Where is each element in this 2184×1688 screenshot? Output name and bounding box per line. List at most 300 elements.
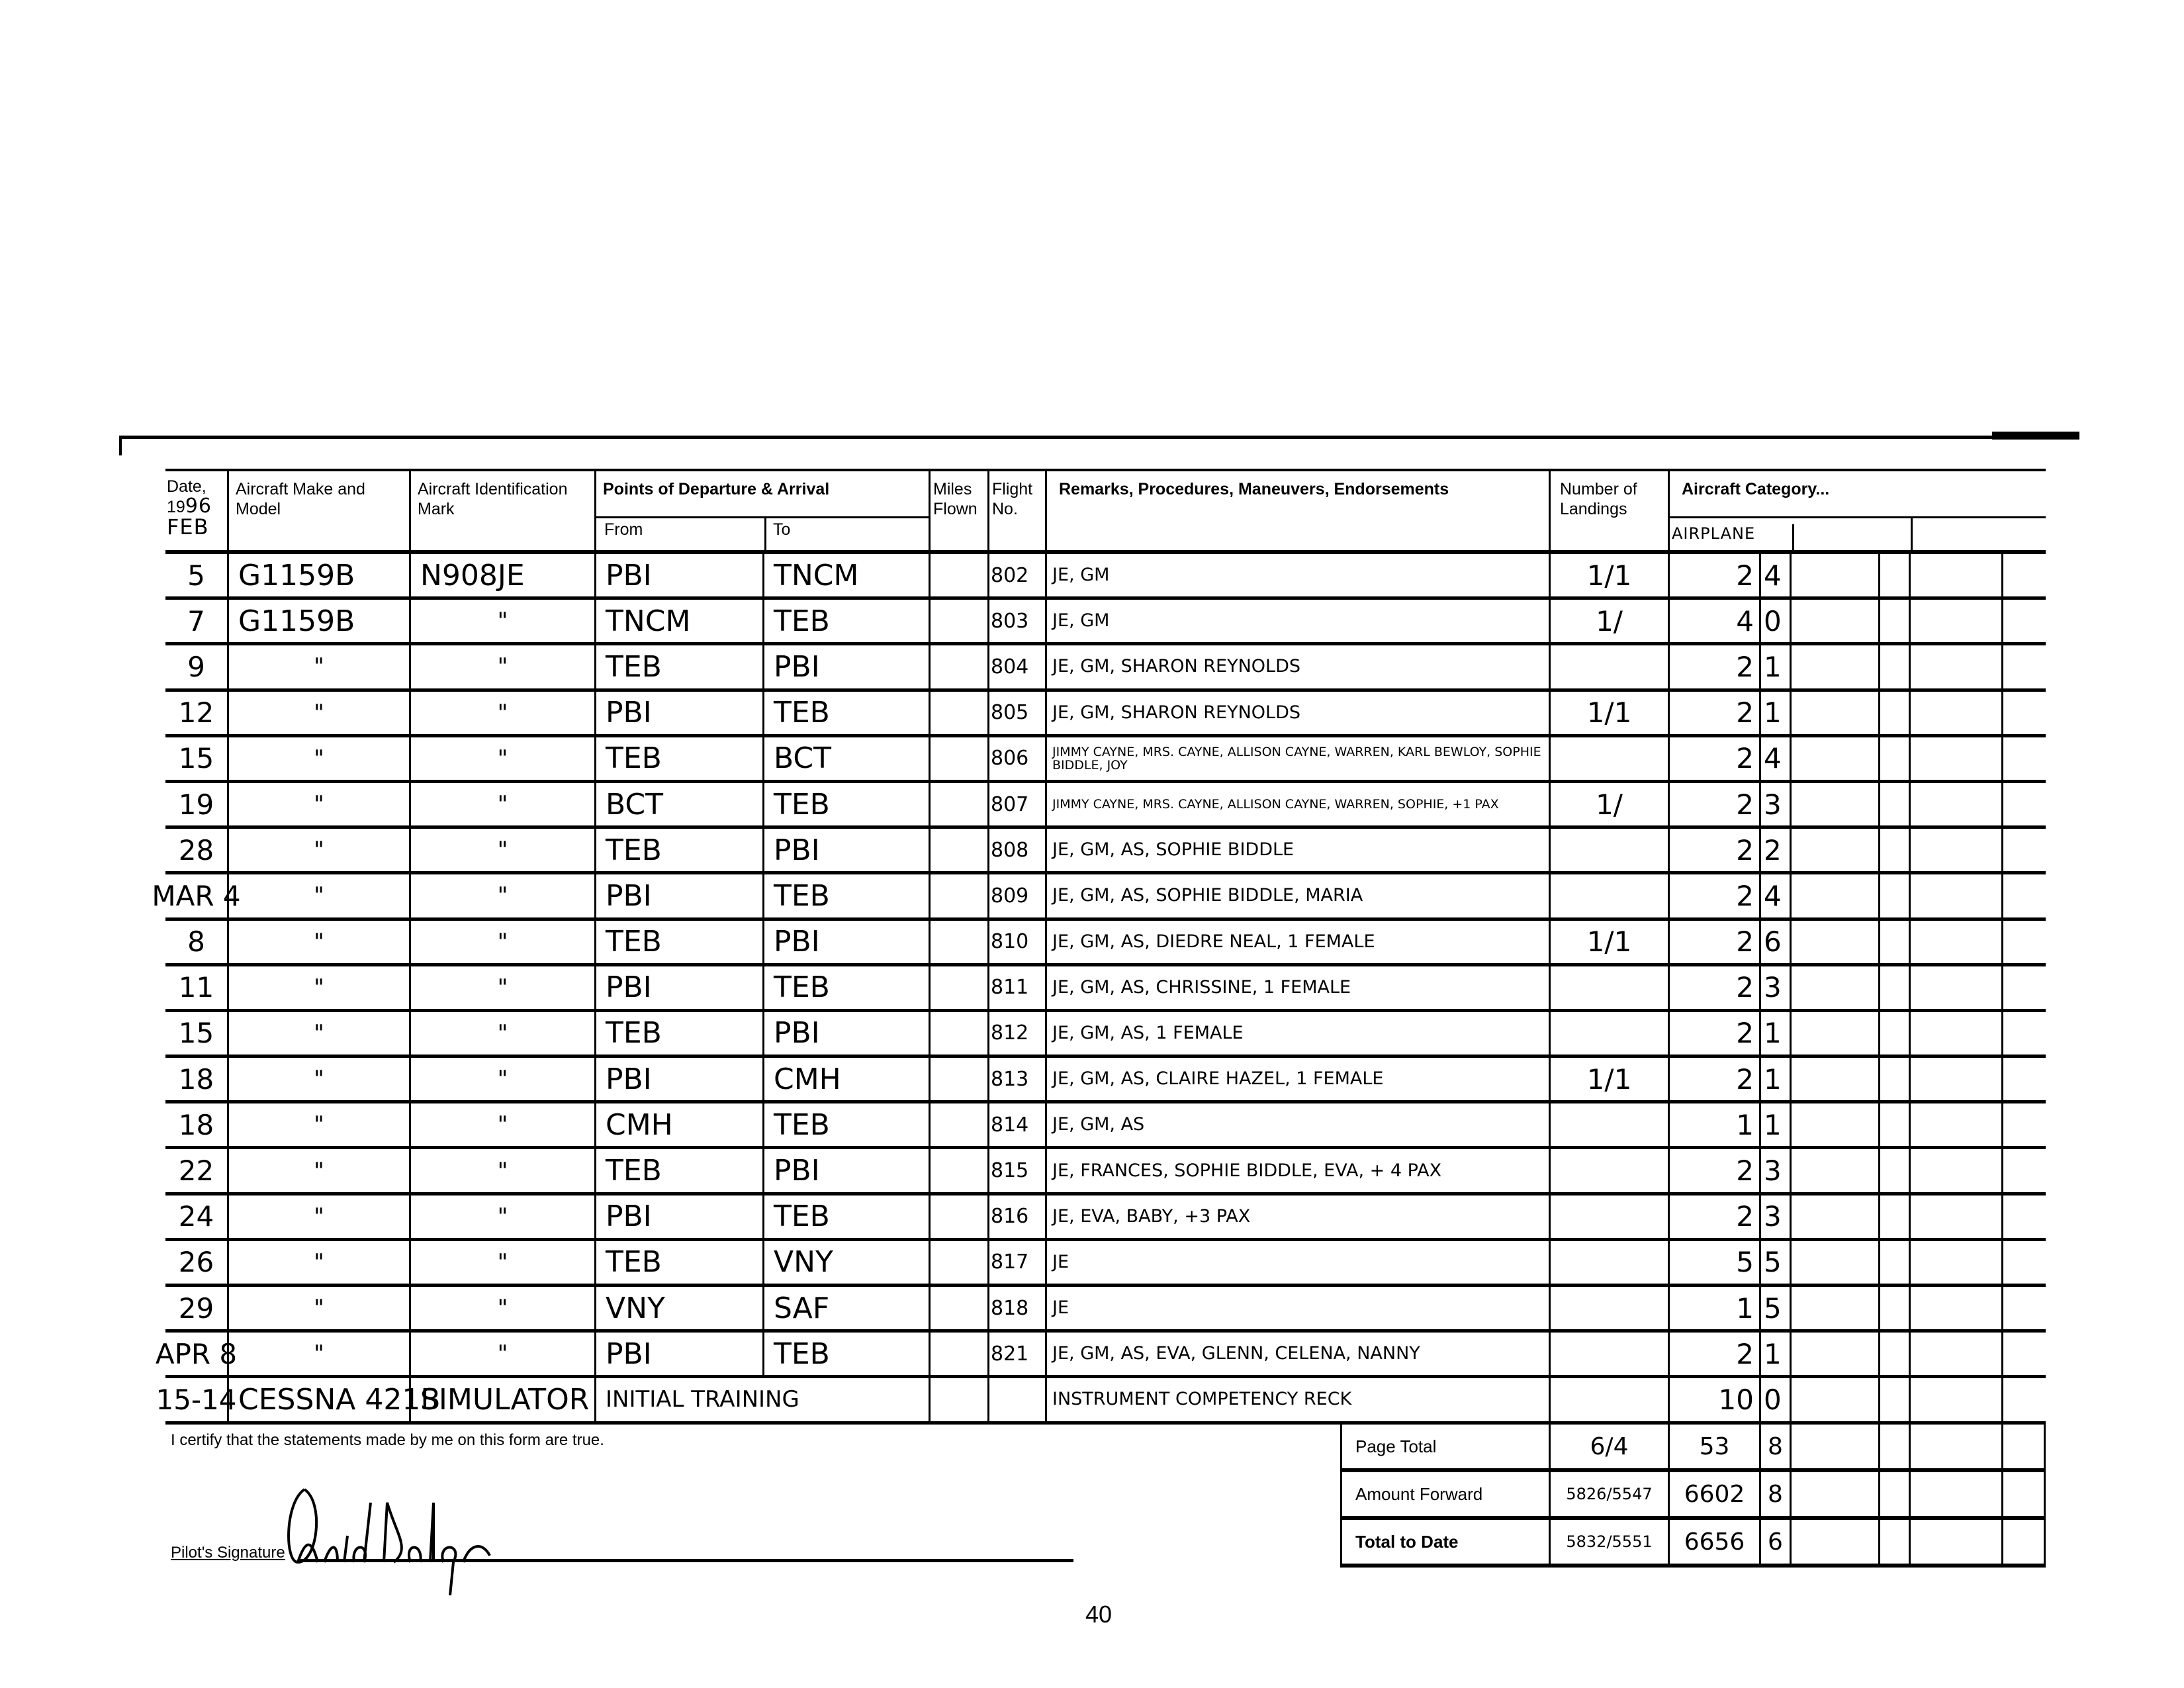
tenths-cell: 5 bbox=[1761, 1241, 1792, 1284]
tenths-cell: 1 bbox=[1761, 1012, 1792, 1055]
date-cell: 18 bbox=[165, 1103, 229, 1146]
blank-cell bbox=[1880, 1472, 1911, 1516]
miles-cell bbox=[931, 1241, 989, 1284]
blank-cell bbox=[2003, 874, 2046, 917]
table-row bbox=[152, 874, 2046, 920]
miles-cell bbox=[931, 829, 989, 871]
remarks-cell: JIMMY CAYNE, MRS. CAYNE, ALLISON CAYNE, WARREN, KARL BEWLOY, SOPHIE BIDDLE, JOY bbox=[1047, 737, 1551, 780]
blank-cell bbox=[1911, 1149, 2003, 1192]
blank-cell bbox=[1880, 1333, 1911, 1375]
tenths-cell: 3 bbox=[1761, 1149, 1792, 1192]
blank-cell bbox=[2003, 966, 2046, 1009]
flight-cell: 806 bbox=[989, 737, 1047, 780]
month-handwritten: FEB bbox=[167, 514, 209, 539]
blank-cell bbox=[2003, 1472, 2046, 1516]
certify-statement: I certify that the statements made by me on this form are true. bbox=[171, 1431, 604, 1449]
landings-cell bbox=[1551, 1378, 1670, 1421]
blank-cell bbox=[1792, 554, 1880, 596]
table-row bbox=[165, 1196, 2046, 1241]
blank-cell bbox=[1911, 737, 2003, 780]
date-cell: 24 bbox=[165, 1196, 229, 1238]
miles-cell bbox=[931, 874, 989, 917]
table-row bbox=[165, 554, 2046, 600]
blank-cell bbox=[1911, 1241, 2003, 1284]
totals-hours: 53 bbox=[1670, 1425, 1761, 1468]
ident-cell: " bbox=[411, 1012, 596, 1055]
to-cell: TEB bbox=[764, 1103, 931, 1146]
category-header: Aircraft Category... bbox=[1682, 480, 1830, 498]
to-cell: PBI bbox=[764, 1012, 931, 1055]
blank-cell bbox=[2003, 921, 2046, 963]
logbook-header bbox=[165, 469, 2046, 554]
landings-cell bbox=[1551, 1012, 1670, 1055]
remarks-cell: JE, GM, AS, 1 FEMALE bbox=[1047, 1012, 1551, 1055]
make-cell: " bbox=[229, 1241, 411, 1284]
make-cell: CESSNA 421B bbox=[229, 1378, 411, 1421]
tenths-cell: 5 bbox=[1761, 1287, 1792, 1329]
blank-cell bbox=[1880, 1058, 1911, 1100]
blank-cell bbox=[1880, 1103, 1911, 1146]
make-cell: " bbox=[229, 1058, 411, 1100]
date-cell: 8 bbox=[165, 921, 229, 963]
tenths-cell: 0 bbox=[1761, 1378, 1792, 1421]
table-row bbox=[165, 1103, 2046, 1149]
blank-cell bbox=[1880, 783, 1911, 825]
to-cell: PBI bbox=[764, 645, 931, 688]
table-row bbox=[165, 1241, 2046, 1287]
table-row bbox=[165, 1058, 2046, 1103]
miles-cell bbox=[931, 1103, 989, 1146]
hours-cell: 2 bbox=[1670, 645, 1761, 688]
points-subline bbox=[596, 516, 931, 518]
landings-cell: 1/1 bbox=[1551, 921, 1670, 963]
date-cell: 18 bbox=[165, 1058, 229, 1100]
make-cell: G1159B bbox=[229, 554, 411, 596]
make-cell: " bbox=[229, 737, 411, 780]
hours-cell: 2 bbox=[1670, 783, 1761, 825]
table-row bbox=[165, 1149, 2046, 1195]
landings-cell: 1/1 bbox=[1551, 554, 1670, 596]
date-cell: 7 bbox=[165, 600, 229, 642]
hours-cell: 2 bbox=[1670, 874, 1761, 917]
category-airplane: AIRPLANE bbox=[1672, 524, 1794, 554]
blank-cell bbox=[1792, 600, 1880, 642]
make-cell: " bbox=[229, 829, 411, 871]
ident-cell: " bbox=[411, 1058, 596, 1100]
totals-landings: 6/4 bbox=[1551, 1425, 1670, 1468]
blank-cell bbox=[1880, 600, 1911, 642]
landings-cell bbox=[1551, 966, 1670, 1009]
flight-cell: 821 bbox=[989, 1333, 1047, 1375]
to-cell: TEB bbox=[764, 783, 931, 825]
blank-cell bbox=[1911, 1196, 2003, 1238]
blank-cell bbox=[2003, 783, 2046, 825]
blank-cell bbox=[2003, 1058, 2046, 1100]
ident-cell: " bbox=[411, 966, 596, 1009]
date-cell: 29 bbox=[165, 1287, 229, 1329]
hours-cell: 2 bbox=[1670, 829, 1761, 871]
totals-hours: 6602 bbox=[1670, 1472, 1761, 1516]
to-cell: TEB bbox=[764, 874, 931, 917]
flight-cell: 809 bbox=[989, 874, 1047, 917]
blank-cell bbox=[1880, 692, 1911, 734]
totals-row bbox=[1340, 1425, 2046, 1472]
logbook-rows bbox=[152, 554, 2046, 1425]
from-cell: CMH bbox=[596, 1103, 764, 1146]
blank-cell bbox=[1911, 1472, 2003, 1516]
to-cell: TEB bbox=[764, 692, 931, 734]
table-row bbox=[165, 921, 2046, 966]
miles-cell bbox=[931, 554, 989, 596]
blank-cell bbox=[1792, 1333, 1880, 1375]
remarks-cell: JE, GM, AS bbox=[1047, 1103, 1551, 1146]
date-cell: MAR 4 bbox=[165, 874, 229, 917]
from-cell: PBI bbox=[596, 554, 764, 596]
tenths-cell: 4 bbox=[1761, 874, 1792, 917]
ident-cell: " bbox=[411, 1103, 596, 1146]
year-handwritten: 96 bbox=[185, 494, 212, 518]
remarks-cell: JE, GM, AS, DIEDRE NEAL, 1 FEMALE bbox=[1047, 921, 1551, 963]
make-header: Aircraft Make and Model bbox=[229, 471, 411, 550]
remarks-cell: JE, GM, AS, CLAIRE HAZEL, 1 FEMALE bbox=[1047, 1058, 1551, 1100]
from-cell: TEB bbox=[596, 829, 764, 871]
hours-cell: 2 bbox=[1670, 1149, 1761, 1192]
blank-cell bbox=[1880, 829, 1911, 871]
table-row bbox=[165, 692, 2046, 737]
page-number: 40 bbox=[1085, 1601, 1113, 1628]
remarks-cell: JE, GM, AS, CHRISSINE, 1 FEMALE bbox=[1047, 966, 1551, 1009]
table-row bbox=[165, 783, 2046, 829]
blank-cell bbox=[1880, 645, 1911, 688]
blank-cell bbox=[1911, 1058, 2003, 1100]
date-cell: 28 bbox=[165, 829, 229, 871]
hours-cell: 2 bbox=[1670, 1196, 1761, 1238]
landings-cell bbox=[1551, 737, 1670, 780]
tenths-cell: 1 bbox=[1761, 1103, 1792, 1146]
table-row bbox=[165, 1287, 2046, 1333]
date-cell: 9 bbox=[165, 645, 229, 688]
miles-cell bbox=[931, 692, 989, 734]
date-cell: 15 bbox=[165, 737, 229, 780]
flight-cell: 814 bbox=[989, 1103, 1047, 1146]
top-rule-thick bbox=[1992, 432, 2079, 440]
from-cell: PBI bbox=[596, 1058, 764, 1100]
blank-cell bbox=[1792, 1196, 1880, 1238]
ident-cell: " bbox=[411, 1241, 596, 1284]
ident-header: Aircraft Identification Mark bbox=[411, 471, 596, 550]
date-cell: 26 bbox=[165, 1241, 229, 1284]
make-cell: " bbox=[229, 1012, 411, 1055]
from-cell: INITIAL TRAINING bbox=[596, 1378, 931, 1421]
hours-cell: 2 bbox=[1670, 737, 1761, 780]
to-header: To bbox=[773, 520, 791, 539]
points-header bbox=[596, 471, 931, 550]
remarks-cell: JE, GM bbox=[1047, 600, 1551, 642]
blank-cell bbox=[1792, 1472, 1880, 1516]
totals-label: Page Total bbox=[1340, 1425, 1551, 1468]
from-cell: TEB bbox=[596, 1012, 764, 1055]
miles-cell bbox=[931, 1196, 989, 1238]
hours-cell: 2 bbox=[1670, 966, 1761, 1009]
blank-cell bbox=[1880, 1378, 1911, 1421]
from-cell: PBI bbox=[596, 1196, 764, 1238]
from-cell: PBI bbox=[596, 1333, 764, 1375]
table-row bbox=[165, 737, 2046, 783]
blank-cell bbox=[1880, 966, 1911, 1009]
remarks-cell: INSTRUMENT COMPETENCY RECK bbox=[1047, 1378, 1551, 1421]
tenths-cell: 1 bbox=[1761, 1333, 1792, 1375]
blank-cell bbox=[2003, 1378, 2046, 1421]
signature-line bbox=[298, 1559, 1073, 1562]
blank-cell bbox=[1792, 783, 1880, 825]
from-header: From bbox=[604, 520, 643, 539]
flight-cell: 813 bbox=[989, 1058, 1047, 1100]
blank-cell bbox=[1792, 1058, 1880, 1100]
blank-cell bbox=[1911, 692, 2003, 734]
miles-header: Miles Flown bbox=[931, 471, 989, 550]
totals-landings: 5826/5547 bbox=[1551, 1472, 1670, 1516]
blank-cell bbox=[2003, 645, 2046, 688]
from-cell: TEB bbox=[596, 737, 764, 780]
make-cell: " bbox=[229, 692, 411, 734]
hours-cell: 4 bbox=[1670, 600, 1761, 642]
from-cell: TEB bbox=[596, 1149, 764, 1192]
flight-cell: 805 bbox=[989, 692, 1047, 734]
blank-cell bbox=[1911, 1378, 2003, 1421]
miles-cell bbox=[931, 1058, 989, 1100]
to-cell: CMH bbox=[764, 1058, 931, 1100]
table-row bbox=[155, 1333, 2046, 1378]
blank-cell bbox=[1792, 1103, 1880, 1146]
to-cell: TEB bbox=[764, 1196, 931, 1238]
tenths-cell: 1 bbox=[1761, 1058, 1792, 1100]
category-divider bbox=[1911, 518, 1913, 553]
blank-cell bbox=[1792, 645, 1880, 688]
points-label: Points of Departure & Arrival bbox=[603, 480, 830, 498]
totals-label: Amount Forward bbox=[1340, 1472, 1551, 1516]
from-to-divider bbox=[764, 518, 766, 553]
from-cell: TEB bbox=[596, 645, 764, 688]
miles-cell bbox=[931, 1149, 989, 1192]
to-cell: VNY bbox=[764, 1241, 931, 1284]
blank-cell bbox=[1880, 1287, 1911, 1329]
miles-cell bbox=[931, 1287, 989, 1329]
blank-cell bbox=[2003, 1520, 2046, 1564]
date-cell: 15-14 bbox=[165, 1378, 229, 1421]
ident-cell: " bbox=[411, 1333, 596, 1375]
blank-cell bbox=[1880, 1012, 1911, 1055]
tenths-cell: 2 bbox=[1761, 829, 1792, 871]
to-cell: PBI bbox=[764, 921, 931, 963]
landings-cell bbox=[1551, 1333, 1670, 1375]
flight-cell: 818 bbox=[989, 1287, 1047, 1329]
table-row bbox=[165, 1012, 2046, 1058]
from-cell: VNY bbox=[596, 1287, 764, 1329]
to-cell: TEB bbox=[764, 1333, 931, 1375]
flight-cell: 817 bbox=[989, 1241, 1047, 1284]
signature-label bbox=[171, 1544, 285, 1562]
remarks-cell: JE, FRANCES, SOPHIE BIDDLE, EVA, + 4 PAX bbox=[1047, 1149, 1551, 1192]
flight-cell bbox=[989, 1378, 1047, 1421]
tenths-cell: 6 bbox=[1761, 921, 1792, 963]
landings-cell bbox=[1551, 874, 1670, 917]
landings-cell bbox=[1551, 1287, 1670, 1329]
blank-cell bbox=[1911, 783, 2003, 825]
blank-cell bbox=[1880, 1425, 1911, 1468]
flight-cell: 802 bbox=[989, 554, 1047, 596]
blank-cell bbox=[1792, 1520, 1880, 1564]
landings-header: Number of Landings bbox=[1551, 471, 1670, 550]
ident-cell: " bbox=[411, 1287, 596, 1329]
remarks-cell: JE, EVA, BABY, +3 PAX bbox=[1047, 1196, 1551, 1238]
remarks-cell: JE bbox=[1047, 1287, 1551, 1329]
blank-cell bbox=[1792, 874, 1880, 917]
blank-cell bbox=[1911, 1287, 2003, 1329]
table-row bbox=[165, 966, 2046, 1012]
signature-label-text: Pilot's Signature bbox=[171, 1544, 285, 1562]
tenths-cell: 4 bbox=[1761, 554, 1792, 596]
totals-tenths: 8 bbox=[1761, 1472, 1792, 1516]
tenths-cell: 1 bbox=[1761, 645, 1792, 688]
make-cell: G1159B bbox=[229, 600, 411, 642]
landings-cell bbox=[1551, 1241, 1670, 1284]
blank-cell bbox=[2003, 1149, 2046, 1192]
blank-cell bbox=[1792, 1012, 1880, 1055]
totals-label: Total to Date bbox=[1340, 1520, 1551, 1564]
miles-cell bbox=[931, 737, 989, 780]
hours-cell: 10 bbox=[1670, 1378, 1761, 1421]
ident-cell: " bbox=[411, 829, 596, 871]
make-cell: " bbox=[229, 783, 411, 825]
tenths-cell: 4 bbox=[1761, 737, 1792, 780]
from-cell: PBI bbox=[596, 874, 764, 917]
ident-cell: SIMULATOR bbox=[411, 1378, 596, 1421]
tenths-cell: 3 bbox=[1761, 783, 1792, 825]
tenths-cell: 3 bbox=[1761, 966, 1792, 1009]
from-cell: PBI bbox=[596, 692, 764, 734]
miles-cell bbox=[931, 783, 989, 825]
miles-cell bbox=[931, 1378, 989, 1421]
make-cell: " bbox=[229, 1103, 411, 1146]
remarks-cell: JE, GM, AS, SOPHIE BIDDLE bbox=[1047, 829, 1551, 871]
flight-cell: 815 bbox=[989, 1149, 1047, 1192]
miles-cell bbox=[931, 921, 989, 963]
blank-cell bbox=[1880, 874, 1911, 917]
landings-cell: 1/1 bbox=[1551, 692, 1670, 734]
blank-cell bbox=[2003, 1241, 2046, 1284]
ident-cell: " bbox=[411, 921, 596, 963]
flight-cell: 816 bbox=[989, 1196, 1047, 1238]
blank-cell bbox=[1792, 1241, 1880, 1284]
blank-cell bbox=[2003, 1196, 2046, 1238]
make-cell: " bbox=[229, 874, 411, 917]
tenths-cell: 1 bbox=[1761, 692, 1792, 734]
date-cell: APR 8 bbox=[165, 1333, 229, 1375]
make-cell: " bbox=[229, 1287, 411, 1329]
top-rule bbox=[119, 436, 2078, 439]
blank-cell bbox=[1792, 1378, 1880, 1421]
totals-row bbox=[1340, 1472, 2046, 1520]
blank-cell bbox=[1880, 1241, 1911, 1284]
to-cell: PBI bbox=[764, 1149, 931, 1192]
hours-cell: 2 bbox=[1670, 692, 1761, 734]
tenths-cell: 3 bbox=[1761, 1196, 1792, 1238]
miles-cell bbox=[931, 600, 989, 642]
date-cell: 11 bbox=[165, 966, 229, 1009]
remarks-cell: JE, GM bbox=[1047, 554, 1551, 596]
from-cell: BCT bbox=[596, 783, 764, 825]
make-cell: " bbox=[229, 1149, 411, 1192]
blank-cell bbox=[1911, 874, 2003, 917]
flight-cell: 807 bbox=[989, 783, 1047, 825]
hours-cell: 2 bbox=[1670, 1058, 1761, 1100]
landings-cell bbox=[1551, 1103, 1670, 1146]
blank-cell bbox=[1880, 554, 1911, 596]
table-row bbox=[165, 600, 2046, 645]
landings-cell: 1/ bbox=[1551, 783, 1670, 825]
totals-box bbox=[1340, 1425, 2046, 1568]
table-row bbox=[165, 829, 2046, 874]
top-rule-tick bbox=[119, 436, 122, 455]
blank-cell bbox=[1911, 1425, 2003, 1468]
blank-cell bbox=[1911, 1520, 2003, 1564]
tenths-cell: 0 bbox=[1761, 600, 1792, 642]
blank-cell bbox=[1911, 600, 2003, 642]
remarks-cell: JE, GM, AS, EVA, GLENN, CELENA, NANNY bbox=[1047, 1333, 1551, 1375]
make-cell: " bbox=[229, 921, 411, 963]
blank-cell bbox=[1880, 1520, 1911, 1564]
blank-cell bbox=[2003, 1103, 2046, 1146]
table-row bbox=[165, 645, 2046, 691]
blank-cell bbox=[1911, 966, 2003, 1009]
remarks-cell: JE, GM, SHARON REYNOLDS bbox=[1047, 645, 1551, 688]
blank-cell bbox=[1911, 645, 2003, 688]
blank-cell bbox=[1792, 692, 1880, 734]
landings-cell: 1/ bbox=[1551, 600, 1670, 642]
to-cell: TEB bbox=[764, 966, 931, 1009]
from-cell: PBI bbox=[596, 966, 764, 1009]
date-cell: 22 bbox=[165, 1149, 229, 1192]
landings-cell bbox=[1551, 1149, 1670, 1192]
blank-cell bbox=[1792, 829, 1880, 871]
category-subline bbox=[1670, 516, 2046, 518]
blank-cell bbox=[1911, 1103, 2003, 1146]
remarks-cell: JE, GM, SHARON REYNOLDS bbox=[1047, 692, 1551, 734]
flight-cell: 812 bbox=[989, 1012, 1047, 1055]
date-cell: 15 bbox=[165, 1012, 229, 1055]
hours-cell: 2 bbox=[1670, 1333, 1761, 1375]
hours-cell: 1 bbox=[1670, 1103, 1761, 1146]
totals-hours: 6656 bbox=[1670, 1520, 1761, 1564]
blank-cell bbox=[2003, 692, 2046, 734]
blank-cell bbox=[2003, 554, 2046, 596]
hours-cell: 1 bbox=[1670, 1287, 1761, 1329]
miles-cell bbox=[931, 645, 989, 688]
make-cell: " bbox=[229, 645, 411, 688]
miles-cell bbox=[931, 966, 989, 1009]
ident-cell: " bbox=[411, 600, 596, 642]
flight-cell: 804 bbox=[989, 645, 1047, 688]
miles-cell bbox=[931, 1333, 989, 1375]
blank-cell bbox=[2003, 829, 2046, 871]
ident-cell: " bbox=[411, 737, 596, 780]
blank-cell bbox=[2003, 1333, 2046, 1375]
make-cell: " bbox=[229, 1196, 411, 1238]
miles-cell bbox=[931, 1012, 989, 1055]
remarks-cell: JE bbox=[1047, 1241, 1551, 1284]
blank-cell bbox=[1880, 1149, 1911, 1192]
to-cell: TEB bbox=[764, 600, 931, 642]
